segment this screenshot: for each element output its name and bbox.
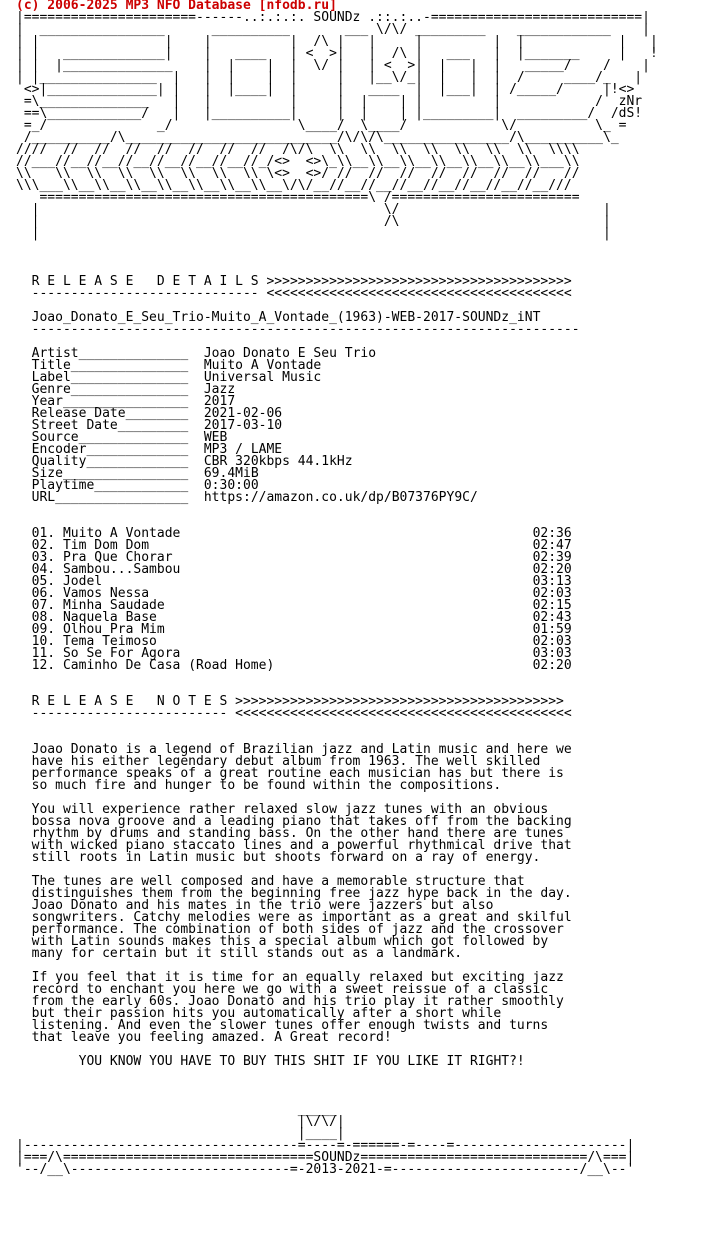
detail-label: Playtime____________ xyxy=(31,478,189,493)
detail-field xyxy=(16,492,658,504)
closing-line xyxy=(16,1056,658,1068)
footer-rule-top: |-----------------------------------=----=-======-=----=----------------------| xyxy=(16,1138,635,1153)
detail-value: 2017 xyxy=(203,394,236,409)
track-time: 02:47 xyxy=(532,538,572,553)
tracklist xyxy=(16,528,658,672)
detail-label: Genre_______________ xyxy=(31,382,189,397)
detail-label: Street Date_________ xyxy=(31,418,189,433)
blank xyxy=(16,672,658,684)
banner-line: /__________/\___________________________/\/\/\________________/\__________\_ xyxy=(16,130,619,145)
release-fields xyxy=(16,348,658,504)
track-number: 01. xyxy=(31,526,56,541)
blank xyxy=(16,720,658,732)
detail-value: 69.4MiB xyxy=(203,466,259,481)
banner-line: //___//__//__//__//__//__//__//_/<> <>\_\\__\\__\\__\\__\\__\\__\\___\\ xyxy=(16,154,580,169)
track-number: 08. xyxy=(31,610,56,625)
track-title: Sambou...Sambou xyxy=(62,562,181,577)
detail-label: Size________________ xyxy=(31,466,189,481)
track-time: 02:03 xyxy=(532,586,572,601)
notes-line: that leave you feeling amazed. A Great record! xyxy=(16,1030,392,1045)
footer xyxy=(16,1104,658,1176)
banner-line: | | | | | /\ | | | | | | | xyxy=(16,34,658,49)
site-header: (c) 2006-2025 MP3 NFO Database [nfodb.ru] xyxy=(16,0,337,13)
blank xyxy=(16,1080,658,1092)
track-time: 02:36 xyxy=(532,526,572,541)
notes-line: If you feel that it is time for an equally relaxed but exciting jazz xyxy=(16,970,564,985)
nfo-document xyxy=(16,0,658,1176)
track-title: Tim Dom Dom xyxy=(62,538,150,553)
release-name-text: Joao_Donato_E_Seu_Trio-Muito_A_Vontade_(1963)-WEB-2017-SOUNDz_iNT xyxy=(31,310,541,325)
notes-line: The tunes are well composed and have a memorable structure that xyxy=(16,874,525,889)
detail-value: 2021-02-06 xyxy=(203,406,283,421)
track-title: Caminho De Casa (Road Home) xyxy=(62,658,275,673)
track-number: 04. xyxy=(31,562,56,577)
notes-line: performance. The combination of both sides of jazz and the crossover xyxy=(16,922,564,937)
banner-line: | |_______________ | | | | | | |__\/_| | | | / ____/_ | xyxy=(16,70,643,85)
notes-line: listening. And even the slower tunes offer enough twists and turns xyxy=(16,1018,549,1033)
notes-line: You will experience rather relaxed slow jazz tunes with an obvious xyxy=(16,802,549,817)
notes-heading-underline: ------------------------- xyxy=(31,706,228,721)
track-title: Olhou Pra Mim xyxy=(62,622,165,637)
notes-line: Joao Donato and his mates in the trio were jazzers but also xyxy=(16,898,494,913)
detail-label: Release Date________ xyxy=(31,406,189,421)
notes-line: bossa nova groove and a leading piano that takes off from the backing xyxy=(16,814,572,829)
detail-label: Encoder_____________ xyxy=(31,442,189,457)
notes-line: performance speaks of a great routine each musician has but there is xyxy=(16,766,564,781)
banner-line: //// // // // // // // // /\/\ \\ \\ \\ \\ \\ \\ \\ \\\\ xyxy=(16,142,580,157)
track-title: Tema Teimoso xyxy=(62,634,157,649)
release-notes-underline xyxy=(16,708,658,720)
track-number: 10. xyxy=(31,634,56,649)
track-number: 05. xyxy=(31,574,56,589)
banner-line: ==========================================\ /======================== xyxy=(16,190,580,205)
detail-value: Universal Music xyxy=(203,370,322,385)
crown-line: |____| xyxy=(16,1126,345,1141)
footer-brand: |===/\================================SOUNDz=============================/\===| xyxy=(16,1150,635,1165)
track-time: 03:03 xyxy=(532,646,572,661)
notes-line: with Latin sounds makes this a special album which got followed by xyxy=(16,934,549,949)
detail-label: Title_______________ xyxy=(31,358,189,373)
track-title: Naquela Base xyxy=(62,610,157,625)
detail-label: Year________________ xyxy=(31,394,189,409)
banner-line: |======================------..:.:.:. SOUNDz .::.:..-===========================| xyxy=(16,10,650,25)
detail-label: Artist______________ xyxy=(31,346,189,361)
footer-rule-bottom: '--/__\----------------------------=-2013-2021-=------------------------/__\--' xyxy=(16,1162,635,1177)
banner-line: ==\____________/ | |__________| | | | |_________| _________/ /dS! xyxy=(16,106,643,121)
track-title: Vamos Nessa xyxy=(62,586,150,601)
track-number: 02. xyxy=(31,538,56,553)
blank xyxy=(16,252,658,264)
detail-label: Label_______________ xyxy=(31,370,189,385)
banner-line: <>|______________| | | |____| | | ____ | |___| | /_____/ |!<> xyxy=(16,82,635,97)
heading-arrows: >>>>>>>>>>>>>>>>>>>>>>>>>>>>>>>>>>>>>>> xyxy=(266,274,572,289)
detail-value: WEB xyxy=(203,430,228,445)
detail-value: 2017-03-10 xyxy=(203,418,283,433)
detail-label: Quality_____________ xyxy=(31,454,189,469)
track-title: Jodel xyxy=(62,574,103,589)
notes-heading-arrows: >>>>>>>>>>>>>>>>>>>>>>>>>>>>>>>>>>>>>>>>>> xyxy=(235,694,564,709)
heading-underline: ----------------------------- xyxy=(31,286,259,301)
banner-line: \\\___\\__\\__\\__\\__\\__\\__\\__\/\/__//__//__//__//__//__//__//__/// xyxy=(16,178,572,193)
notes-line: but their passion hits you automatically after a short while xyxy=(16,1006,502,1021)
track-time: 02:43 xyxy=(532,610,572,625)
detail-value: Muito A Vontade xyxy=(203,358,322,373)
track-time: 02:20 xyxy=(532,562,572,577)
banner-line: | /\ | xyxy=(16,214,611,229)
blank xyxy=(16,1068,658,1080)
detail-value: https://amazon.co.uk/dp/B07376PY9C/ xyxy=(203,490,478,505)
release-notes-title: R E L E A S E N O T E S xyxy=(31,694,228,709)
track-number: 07. xyxy=(31,598,56,613)
banner-line: | ________________ __________ ___ \/\/ _________ ____________ | xyxy=(16,22,650,37)
notes-line: have his either legendary debut album from 1963. The well skilled xyxy=(16,754,541,769)
banner-line: =\______________ | | | | | | | | / zNr xyxy=(16,94,643,109)
banner-line: =_/ _/ \____/ \____/ \/ \_ = xyxy=(16,118,627,133)
banner-line: | | xyxy=(16,226,611,241)
notes-line: still roots in Latin music but shoots forward on a ray of energy. xyxy=(16,850,541,865)
detail-value: Joao Donato E Seu Trio xyxy=(203,346,377,361)
notes-line: rhythm by drums and standing bass. On the other hand there are tunes xyxy=(16,826,564,841)
track-number: 09. xyxy=(31,622,56,637)
release-details-underline xyxy=(16,288,658,300)
notes-heading-underline-arrows: <<<<<<<<<<<<<<<<<<<<<<<<<<<<<<<<<<<<<<<<<<< xyxy=(235,706,572,721)
track-time: 01:59 xyxy=(532,622,572,637)
banner-line: | \/ | xyxy=(16,202,611,217)
notes-line: so much fire and hunger to be found within the compositions. xyxy=(16,778,502,793)
track-time: 02:39 xyxy=(532,550,572,565)
blank xyxy=(16,240,658,252)
notes-line: many for certain but it still stands out as a landmark. xyxy=(16,946,463,961)
ascii-banner xyxy=(16,12,658,240)
notes-line: record to enchant you here we go with a sweet reissue of a classic xyxy=(16,982,549,997)
notes-line: Joao Donato is a legend of Brazilian jazz and Latin music and here we xyxy=(16,742,572,757)
track-number: 11. xyxy=(31,646,56,661)
track-time: 02:15 xyxy=(532,598,572,613)
track-title: Muito A Vontade xyxy=(62,526,181,541)
track-title: So Se For Agora xyxy=(62,646,181,661)
track-number: 12. xyxy=(31,658,56,673)
notes-line: distinguishes them from the beginning free jazz hype back in the day. xyxy=(16,886,572,901)
banner-line: | | |______________ | | | | \/ | | < >| | | | _____/ / | xyxy=(16,58,650,73)
track-time: 03:13 xyxy=(532,574,572,589)
banner-line: \\ \\ \\ \\ \\ \\ \\ \\ \<> <>/ // // // // // // // // xyxy=(16,166,580,181)
release-name-underline xyxy=(16,324,658,336)
crown-line: _____ xyxy=(16,1102,337,1117)
notes-line: songwriters. Catchy melodies were as important as a great and skilful xyxy=(16,910,572,925)
heading-underline-arrows: <<<<<<<<<<<<<<<<<<<<<<<<<<<<<<<<<<<<<<< xyxy=(266,286,572,301)
release-notes-body xyxy=(16,744,658,1044)
detail-value: Jazz xyxy=(203,382,236,397)
track-number: 06. xyxy=(31,586,56,601)
track-row xyxy=(16,660,658,672)
release-details-title: R E L E A S E D E T A I L S xyxy=(31,274,259,289)
track-number: 03. xyxy=(31,550,56,565)
track-time: 02:20 xyxy=(532,658,572,673)
detail-value: MP3 / LAME xyxy=(203,442,283,457)
track-title: Pra Que Chorar xyxy=(62,550,173,565)
closing-line-text: YOU KNOW YOU HAVE TO BUY THIS SHIT IF YOU LIKE IT RIGHT?! xyxy=(78,1054,525,1069)
detail-value: 0:30:00 xyxy=(203,478,259,493)
notes-line: from the early 60s. Joao Donato and his trio play it rather smoothly xyxy=(16,994,564,1009)
blank xyxy=(16,504,658,516)
banner-line: | | _____________| | ____ | < >| | /\ | ___ | |_______ | ! xyxy=(16,46,658,61)
track-time: 02:03 xyxy=(532,634,572,649)
crown-line: |\/\/| xyxy=(16,1114,345,1129)
notes-line: with wicked piano staccato lines and a powerful rhythmical drive that xyxy=(16,838,572,853)
detail-label: Source______________ xyxy=(31,430,189,445)
release-name-rule: ---------------------------------------------------------------------- xyxy=(31,322,580,337)
detail-label: URL_________________ xyxy=(31,490,189,505)
track-title: Minha Saudade xyxy=(62,598,165,613)
detail-value: CBR 320kbps 44.1kHz xyxy=(203,454,353,469)
